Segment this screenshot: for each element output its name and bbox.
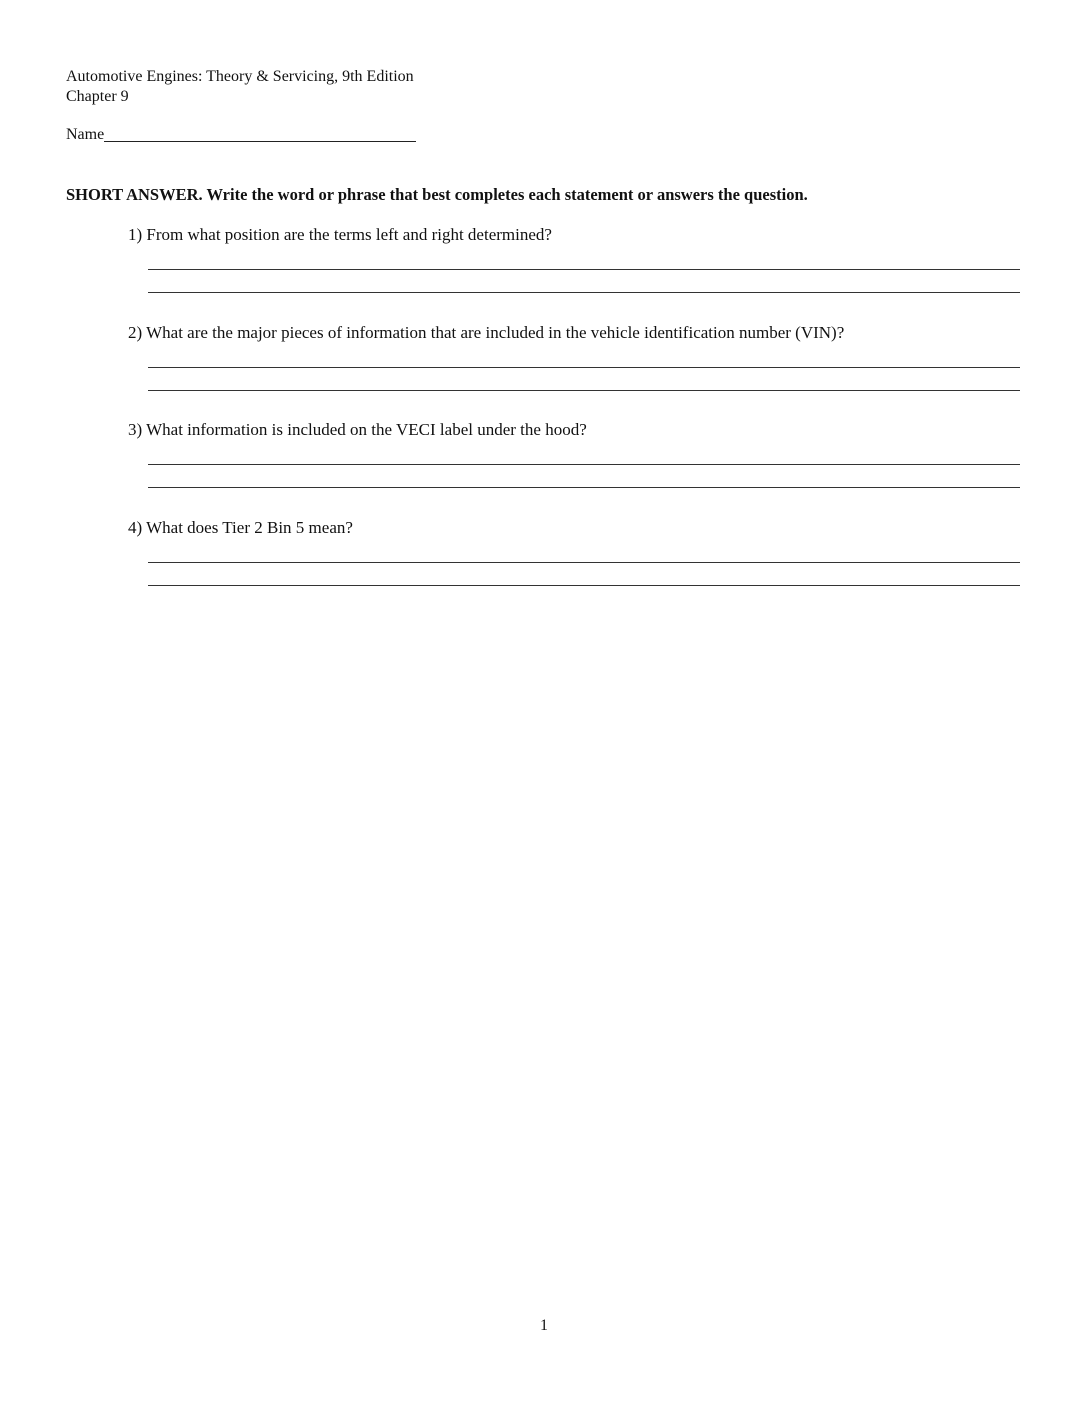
- question-text: 4) What does Tier 2 Bin 5 mean?: [128, 518, 353, 537]
- answer-line[interactable]: [148, 585, 1020, 586]
- name-blank-line[interactable]: [104, 140, 416, 142]
- section-instructions: SHORT ANSWER. Write the word or phrase that best completes each statement or answers the question.: [66, 185, 808, 204]
- chapter-label: Chapter 9: [66, 88, 129, 105]
- question-item: [128, 225, 1020, 245]
- question-item: [128, 420, 1020, 440]
- page-number: 1: [540, 1317, 548, 1334]
- answer-line[interactable]: [148, 367, 1020, 368]
- answer-line[interactable]: [148, 390, 1020, 391]
- question-text: 3) What information is included on the VECI label under the hood?: [128, 420, 587, 439]
- question-text: 1) From what position are the terms left and right determined?: [128, 225, 552, 244]
- answer-line[interactable]: [148, 562, 1020, 563]
- question-text: 2) What are the major pieces of information that are included in the vehicle identification number (VIN)?: [128, 323, 845, 342]
- question-item: [128, 518, 1020, 538]
- answer-line[interactable]: [148, 292, 1020, 293]
- answer-line[interactable]: [148, 464, 1020, 465]
- answer-line[interactable]: [148, 487, 1020, 488]
- name-label: Name: [66, 126, 105, 143]
- question-item: [128, 323, 1020, 343]
- name-field[interactable]: [66, 125, 416, 145]
- answer-line[interactable]: [148, 269, 1020, 270]
- book-title: Automotive Engines: Theory & Servicing, 9th Edition: [66, 68, 414, 85]
